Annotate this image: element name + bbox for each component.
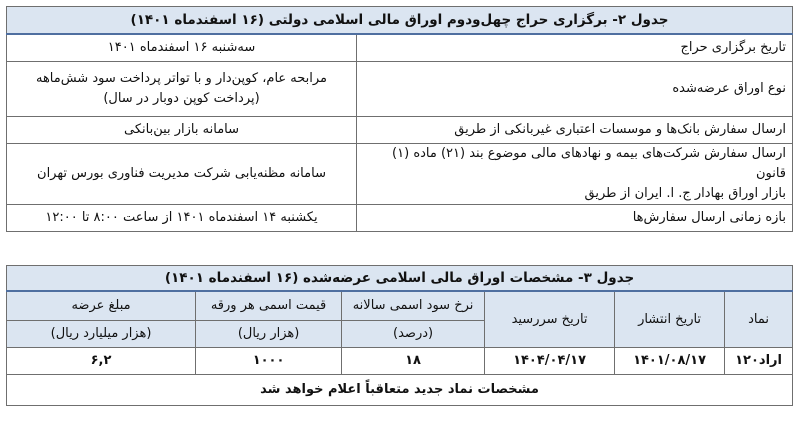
header-symbol: نماد bbox=[725, 291, 793, 348]
row-label: ارسال سفارش شرکت‌های بیمه و نهادهای مالی موضوع بند (۲۱) ماده (۱) قانون بازار اوراق بهادار ج. ا. ایران از طریق bbox=[357, 144, 793, 205]
row-value: سامانه بازار بین‌بانکی bbox=[7, 117, 357, 144]
row-value: سامانه مظنه‌یابی شرکت مدیریت فناوری بورس تهران bbox=[7, 144, 357, 205]
row-label: بازه زمانی ارسال سفارش‌ها bbox=[357, 205, 793, 232]
header-face-value: قیمت اسمی هر ورقه bbox=[196, 291, 342, 321]
footer-row bbox=[7, 375, 793, 406]
row-label: نوع اوراق عرضه‌شده bbox=[357, 62, 793, 117]
table-row bbox=[7, 34, 793, 62]
table-title-row bbox=[7, 266, 793, 292]
cell-maturity-date: ۱۴۰۴/۰۴/۱۷ bbox=[485, 348, 615, 375]
cell-face-value: ۱۰۰۰ bbox=[196, 348, 342, 375]
header-amount-unit: (هزار میلیارد ریال) bbox=[7, 321, 196, 348]
header-row-top bbox=[7, 291, 793, 321]
row-label: ارسال سفارش بانک‌ها و موسسات اعتباری غیربانکی از طریق bbox=[357, 117, 793, 144]
securities-table bbox=[6, 265, 793, 406]
table-title: جدول ۲- برگزاری حراج چهل‌ودوم اوراق مالی اسلامی دولتی (۱۶ اسفندماه ۱۴۰۱) bbox=[7, 7, 793, 35]
auction-table bbox=[6, 6, 793, 232]
cell-symbol: اراد۱۲۰ bbox=[725, 348, 793, 375]
header-maturity-date: تاریخ سررسید bbox=[485, 291, 615, 348]
table-row bbox=[7, 205, 793, 232]
table-title-row bbox=[7, 7, 793, 35]
table-footer-note: مشخصات نماد جدید متعاقباً اعلام خواهد شد bbox=[7, 375, 793, 406]
row-value: مرابحه عام، کوپن‌دار و با تواتر پرداخت سود شش‌ماهه (پرداخت کوپن دوبار در سال) bbox=[7, 62, 357, 117]
table-row bbox=[7, 117, 793, 144]
cell-amount: ۶,۲ bbox=[7, 348, 196, 375]
row-label: تاریخ برگزاری حراج bbox=[357, 34, 793, 62]
table-row bbox=[7, 348, 793, 375]
cell-issue-date: ۱۴۰۱/۰۸/۱۷ bbox=[615, 348, 725, 375]
table-row bbox=[7, 144, 793, 205]
table-row bbox=[7, 62, 793, 117]
table-title: جدول ۳- مشخصات اوراق مالی اسلامی عرضه‌شده (۱۶ اسفندماه ۱۴۰۱) bbox=[7, 266, 793, 292]
header-issue-date: تاریخ انتشار bbox=[615, 291, 725, 348]
header-rate-unit: (درصد) bbox=[342, 321, 485, 348]
row-value: سه‌شنبه ۱۶ اسفندماه ۱۴۰۱ bbox=[7, 34, 357, 62]
header-face-value-unit: (هزار ریال) bbox=[196, 321, 342, 348]
header-rate: نرخ سود اسمی سالانه bbox=[342, 291, 485, 321]
row-value: یکشنبه ۱۴ اسفندماه ۱۴۰۱ از ساعت ۸:۰۰ تا ۱۲:۰۰ bbox=[7, 205, 357, 232]
header-amount: مبلغ عرضه bbox=[7, 291, 196, 321]
cell-rate: ۱۸ bbox=[342, 348, 485, 375]
